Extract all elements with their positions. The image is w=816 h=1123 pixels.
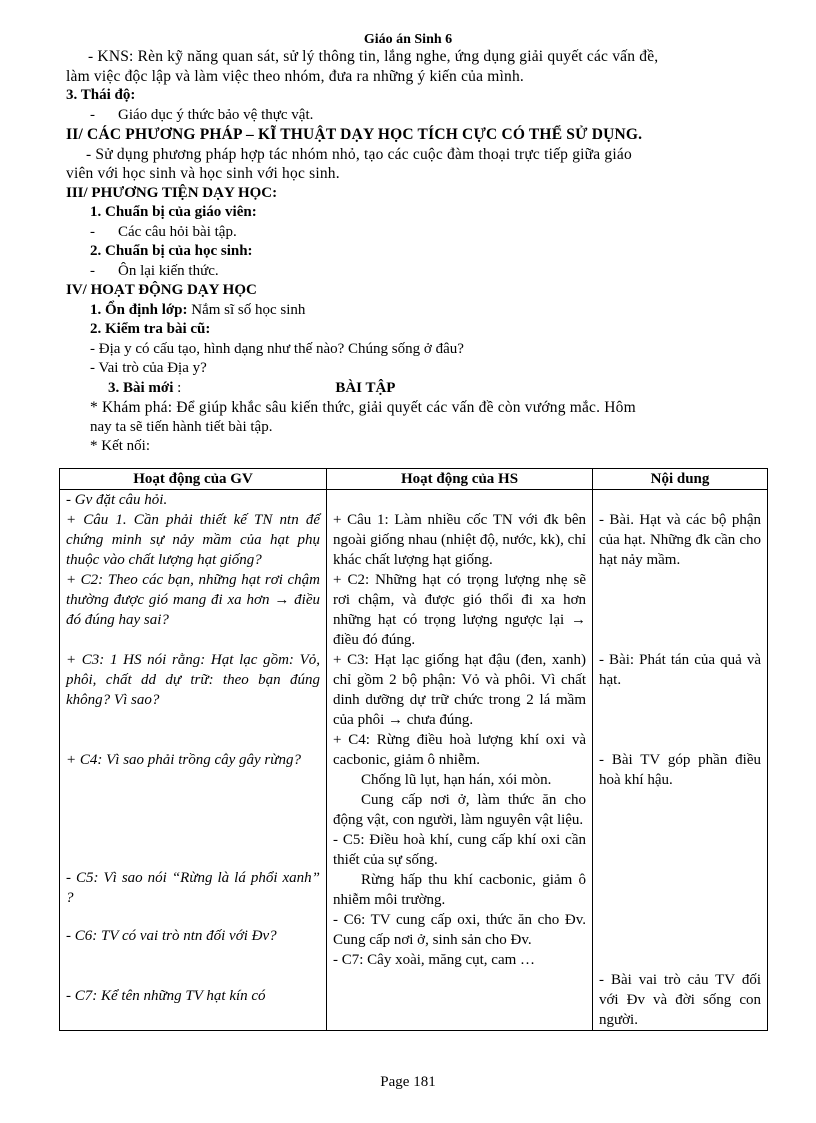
document-body bbox=[66, 47, 766, 457]
answer-2: + C2: Những hạt có trọng lượng nhẹ sẽ rơi chậm, và được gió thổi đi xa hơn những hạt có trọng lượng ngược lại → điều đó đúng. bbox=[333, 572, 586, 648]
answer-7: - C7: Cây xoài, măng cụt, cam … bbox=[333, 952, 536, 968]
page-header: Giáo án Sinh 6 bbox=[363, 32, 453, 47]
question-1: + Câu 1. Cần phải thiết kế TN ntn để chứng minh sự nảy mầm của hạt phụ thuộc vào chất lượng hạt giống? bbox=[66, 512, 320, 568]
student-cell bbox=[327, 490, 593, 1031]
table-header-row bbox=[60, 469, 768, 490]
section-2-heading: II/ CÁC PHƯƠNG PHÁP – KĨ THUẬT DẠY HỌC TÍCH CỰC CÓ THỂ SỬ DỤNG. bbox=[66, 126, 643, 143]
old-lesson-question-1: - Địa y có cấu tạo, hình dạng như thế nào? Chúng sống ở đâu? bbox=[90, 340, 464, 357]
discovery-line-1: * Khám phá: Để giúp khắc sâu kiến thức, giải quyết các vấn đề còn vướng mắc. Hôm bbox=[90, 399, 636, 416]
section-3-heading: III/ PHƯƠNG TIỆN DẠY HỌC: bbox=[66, 184, 278, 201]
content-2: - Bài: Phát tán của quả và hạt. bbox=[599, 652, 761, 688]
answer-1: + Câu 1: Làm nhiều cốc TN với đk bên ngoài giống nhau (nhiệt độ, nước, kk), chỉ khác chất lượng hạt giống. bbox=[333, 512, 586, 568]
connection-line: * Kết nối: bbox=[90, 438, 150, 454]
attitude-item: - Giáo dục ý thức bảo vệ thực vật. bbox=[90, 106, 314, 123]
method-line-1: - Sử dụng phương pháp hợp tác nhóm nhỏ, tạo các cuộc đàm thoại trực tiếp giữa giáo bbox=[86, 145, 632, 163]
question-6: - C6: TV có vai trò ntn đối với Đv? bbox=[66, 928, 277, 944]
answer-4c: Cung cấp nơi ở, làm thức ăn cho động vật, con người, làm nguyên vật liệu. bbox=[333, 792, 586, 828]
old-lesson-check-heading: 2. Kiểm tra bài cũ: bbox=[90, 321, 211, 337]
question-4: + C4: Vì sao phải trồng cây gây rừng? bbox=[66, 752, 301, 768]
header-teacher: Hoạt động của GV bbox=[60, 469, 327, 490]
intro-text: - Gv đặt câu hỏi. bbox=[66, 492, 168, 508]
content-4: - Bài vai trò cảu TV đối với Đv và đời sống con người. bbox=[599, 972, 761, 1028]
answer-6: - C6: TV cung cấp oxi, thức ăn cho Đv. Cung cấp nơi ở, sinh sản cho Đv. bbox=[333, 912, 586, 948]
table-row bbox=[60, 490, 768, 1031]
new-lesson-line: 3. Bài mới : BÀI TẬP bbox=[66, 379, 766, 399]
student-prep-item: - Ôn lại kiến thức. bbox=[90, 262, 219, 279]
question-2: + C2: Theo các bạn, những hạt rơi chậm thường được gió mang đi xa hơn → điều đó đúng hay sai? bbox=[66, 572, 320, 628]
student-prep-heading: 2. Chuẩn bị của học sinh: bbox=[90, 243, 253, 259]
lesson-title: BÀI TẬP bbox=[335, 379, 396, 396]
header-content: Nội dung bbox=[593, 469, 768, 490]
answer-4: + C4: Rừng điều hoà lượng khí oxi và cacbonic, giảm ô nhiễm. bbox=[333, 732, 586, 768]
question-7: - C7: Kể tên những TV hạt kín có bbox=[66, 988, 266, 1004]
teacher-cell bbox=[60, 490, 327, 1031]
content-1: - Bài. Hạt và các bộ phận của hạt. Những đk cần cho hạt nảy mầm. bbox=[599, 512, 761, 568]
kns-line-2: làm việc độc lập và làm việc theo nhóm, đưa ra những ý kiến của mình. bbox=[66, 67, 525, 85]
question-3: + C3: 1 HS nói rằng: Hạt lạc gồm: Vỏ, phôi, chất dd dự trữ: theo bạn đúng không? Vì sao? bbox=[66, 652, 320, 708]
discovery-line-2: nay ta sẽ tiến hành tiết bài tập. bbox=[90, 418, 273, 435]
teacher-prep-item: - Các câu hỏi bài tập. bbox=[90, 223, 237, 240]
content-3: - Bài TV góp phần điều hoà khí hậu. bbox=[599, 752, 761, 788]
kns-line-1: - KNS: Rèn kỹ năng quan sát, sử lý thông tin, lắng nghe, ứng dụng giải quyết các vấn đề, bbox=[88, 48, 659, 65]
answer-4b: Chống lũ lụt, hạn hán, xói mòn. bbox=[361, 772, 552, 788]
teacher-prep-heading: 1. Chuẩn bị của giáo viên: bbox=[90, 204, 257, 220]
question-5: - C5: Vì sao nói “Rừng là lá phổi xanh” ? bbox=[66, 870, 320, 906]
answer-5: - C5: Điều hoà khí, cung cấp khí oxi cần thiết của sự sống. bbox=[333, 832, 586, 868]
attitude-heading: 3. Thái độ: bbox=[66, 87, 136, 103]
header-student: Hoạt động của HS bbox=[327, 469, 593, 490]
class-stabilize: 1. Ổn định lớp: Nắm sĩ số học sinh bbox=[90, 301, 306, 318]
page-footer: Page 181 bbox=[380, 1074, 436, 1090]
activity-table bbox=[59, 468, 768, 1031]
answer-3: + C3: Hạt lạc giống hạt đậu (đen, xanh) chỉ gồm 2 bộ phận: Vỏ và phôi. Vì chất dinh dưỡng dự trữ chức trong 2 lá mầm của phôi → chưa đúng. bbox=[333, 652, 586, 728]
content-cell bbox=[593, 490, 768, 1031]
old-lesson-question-2: - Vai trò của Địa y? bbox=[90, 360, 207, 376]
section-4-heading: IV/ HOẠT ĐỘNG DẠY HỌC bbox=[66, 282, 257, 298]
method-line-2: viên với học sinh và học sinh với học sinh. bbox=[66, 165, 340, 182]
answer-5b: Rừng hấp thu khí cacbonic, giảm ô nhiễm môi trường. bbox=[333, 872, 586, 908]
